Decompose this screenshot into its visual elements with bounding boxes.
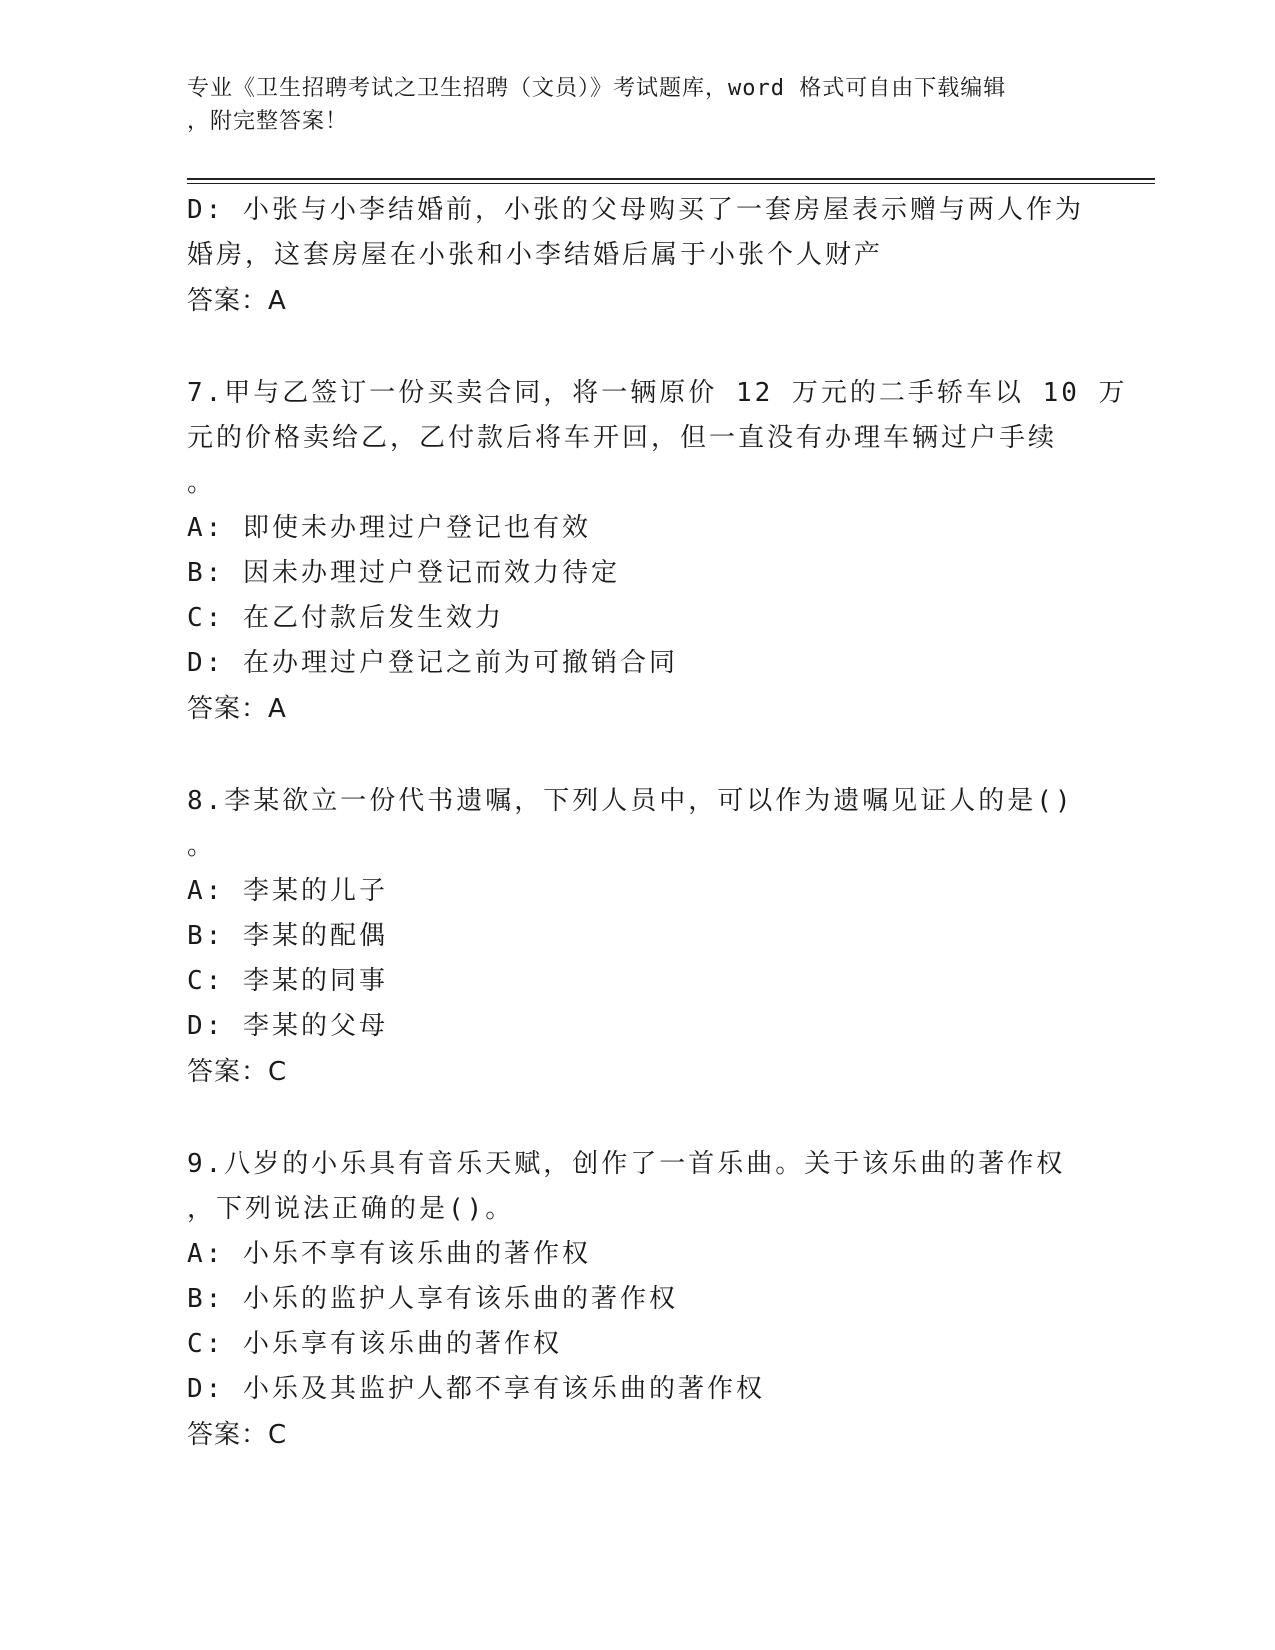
option-d: D: 在办理过户登记之前为可撤销合同	[187, 648, 678, 678]
option-c: C: 李某的同事	[187, 966, 388, 996]
question-text-line-1: 9.八岁的小乐具有音乐天赋，创作了一首乐曲。关于该乐曲的著作权	[187, 1149, 1066, 1179]
header-line-1: 专业《卫生招聘考试之卫生招聘（文员）》考试题库，word 格式可自由下载编辑	[187, 76, 1007, 101]
header-divider-thin	[187, 183, 1155, 184]
question-text-line-2: ，下列说法正确的是()。	[187, 1194, 515, 1224]
answer-label: 答案：A	[187, 286, 287, 316]
option-a: A: 小乐不享有该乐曲的著作权	[187, 1239, 591, 1269]
option-d-line-1: D: 小张与小李结婚前，小张的父母购买了一套房屋表示赠与两人作为	[187, 195, 1084, 225]
option-a: A: 即使未办理过户登记也有效	[187, 513, 591, 543]
question-text-line-2: 元的价格卖给乙，乙付款后将车开回，但一直没有办理车辆过户手续	[187, 423, 1058, 453]
question-7	[187, 371, 1128, 732]
header-line-2: ，附完整答案！	[187, 109, 349, 134]
option-c: C: 在乙付款后发生效力	[187, 603, 504, 633]
spacer	[187, 324, 1087, 371]
header-divider-thick	[187, 178, 1155, 180]
answer-label: 答案：A	[187, 694, 287, 724]
spacer	[187, 732, 1087, 779]
option-b: B: 因未办理过户登记而效力待定	[187, 558, 620, 588]
question-text-line-1: 7.甲与乙签订一份买卖合同，将一辆原价 12 万元的二手轿车以 10 万	[187, 378, 1128, 408]
option-b: B: 李某的配偶	[187, 921, 388, 951]
question-continuation	[187, 188, 1087, 324]
answer-label: 答案：C	[187, 1420, 288, 1450]
question-8	[187, 779, 1087, 1095]
option-d: D: 李某的父母	[187, 1011, 388, 1041]
document-header	[187, 72, 1087, 138]
question-text-line-2: 。	[187, 831, 217, 861]
question-9	[187, 1142, 1087, 1458]
option-d-line-2: 婚房，这套房屋在小张和小李结婚后属于小张个人财产	[187, 240, 884, 270]
question-list	[187, 188, 1128, 1458]
question-text-line-1: 8.李某欲立一份代书遗嘱，下列人员中，可以作为遗嘱见证人的是()	[187, 786, 1074, 816]
question-text-line-3: 。	[187, 468, 217, 498]
option-b: B: 小乐的监护人享有该乐曲的著作权	[187, 1284, 678, 1314]
spacer	[187, 1095, 1087, 1142]
option-a: A: 李某的儿子	[187, 876, 388, 906]
option-c: C: 小乐享有该乐曲的著作权	[187, 1329, 562, 1359]
option-d: D: 小乐及其监护人都不享有该乐曲的著作权	[187, 1374, 765, 1404]
answer-label: 答案：C	[187, 1057, 288, 1087]
